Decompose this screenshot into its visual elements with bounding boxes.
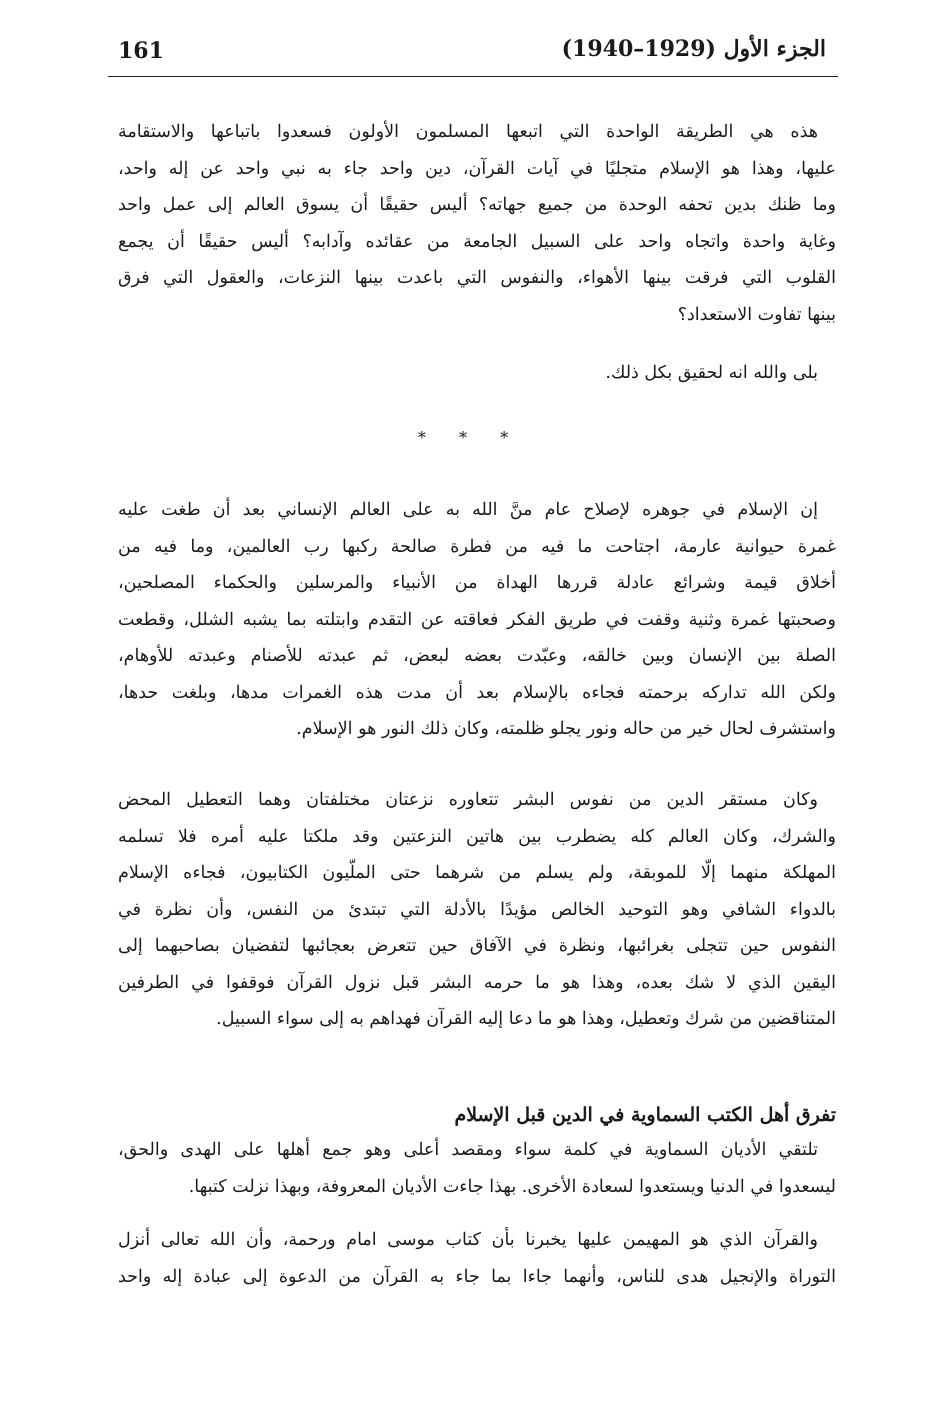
paragraph-4-line: اليقين الذي لا شك بعده، وهذا هو ما حرمه البشر قبل نزول القرآن فوقفوا في الطرفين	[118, 972, 836, 993]
running-head: الجزء الأول (1929–1940)	[561, 36, 826, 62]
paragraph-3-line: وصحبتها غمرة وثنية وقفت في طريق الفكر فعاقته عن التقدم وابتلته بما يشبه الشلل، وقطعت	[118, 609, 836, 630]
paragraph-2-line: بلى والله انه لحقيق بكل ذلك.	[605, 363, 818, 383]
paragraph-1-line: القلوب التي فرقت بينها الأهواء، والنفوس التي باعدت بينها النزعات، والعقول التي فرق	[118, 268, 836, 288]
paragraph-3-line: واستشرف لحال خير من حاله ونور يجلو ظلمته، وكان ذلك النور هو الإسلام.	[296, 719, 836, 739]
paragraph-1-line: بينها تفاوت الاستعداد؟	[677, 304, 836, 325]
paragraph-4-line: بالدواء الشافي وهو التوحيد الخالص مؤيدًا بالأدلة التي تبتدئ من النفس، وأن نظرة في	[118, 899, 836, 920]
paragraph-1-line: وما ظنك بدين تحفه الوحدة من جميع جهاته؟ أليس حقيقًا أن يسوق العالم إلى عمل واحد	[118, 195, 836, 215]
paragraph-6-line: والقرآن الذي هو المهيمن عليها يخبرنا بأن كتاب موسى امام ورحمة، وأن الله تعالى أنزل	[118, 1230, 818, 1250]
paragraph-4-line: والشرك، وكان العالم كله يضطرب بين هاتين النزعتين وقد ملكتا عليه أمره فلا تسلمه	[118, 826, 836, 847]
paragraph-4-line: المتناقضين من شرك وتعطيل، وهذا هو ما دعا إليه القرآن فهداهم به إلى سواء السبيل.	[216, 1009, 836, 1029]
paragraph-3-line: غمرة حيوانية عارمة، اجتاحت ما فيه من فطرة صالحة ركبها رب العالمين، وما فيه من	[118, 536, 836, 557]
section-heading: تفرق أهل الكتب السماوية في الدين قبل الإسلام	[454, 1104, 836, 1126]
paragraph-3-line: أخلاق قيمة وشرائع عادلة قررها الهداة من الأنبياء والمرسلين والحكماء المصلحين،	[118, 573, 836, 593]
paragraph-3	[118, 492, 836, 748]
paragraph-4-line: المهلكة منهما إلّا للموبقة، ولم يسلم من شرهما حتى الملّيون الكتابيون، فجاءه الإسلام	[118, 863, 836, 883]
paragraph-1-line: هذه هي الطريقة الواحدة التي اتبعها المسلمون الأولون فسعدوا باتباعها والاستقامة	[118, 122, 818, 142]
paragraph-1-line: وغاية واحدة واتجاه واحد على السبيل الجامعة من عقائده وآدابه؟ أليس حقيقًا أن يجمع	[118, 231, 836, 252]
paragraph-3-line: الصلة بين الإنسان وبين خالقه، وعبّدت بعضه لبعض، ثم عبدته للأصنام وعبدته للأوهام،	[118, 646, 836, 666]
section-separator: * * *	[417, 428, 523, 447]
page-header	[108, 32, 838, 77]
paragraph-5-line: تلتقي الأديان السماوية في كلمة سواء ومقصد أعلى وهو جمع أهلها على الهدى والحق،	[118, 1140, 818, 1160]
paragraph-6-line: التوراة والإنجيل هدى للناس، وأنهما جاءا بما جاء به القرآن من الدعوة إلى عبادة إله واحد	[118, 1266, 836, 1287]
page-number: 161	[118, 38, 164, 64]
paragraph-2	[118, 355, 836, 392]
paragraph-1	[118, 114, 836, 333]
paragraph-4-line: النفوس حين تتجلى بغرائبها، ونظرة في الآفاق حين تتعرض بعجائبها لتفضيان بصاحبهما إلى	[118, 936, 836, 956]
paragraph-4-line: وكان مستقر الدين من نفوس البشر تتعاوره نزعتان مختلفتان وهما التعطيل المحض	[118, 790, 818, 810]
paragraph-3-line: ولكن الله تداركه برحمته فجاءه بالإسلام بعد أن مدت هذه الغمرات مدها، وبلغت حدها،	[118, 682, 836, 703]
paragraph-1-line: عليها، وهذا هو الإسلام متجليًا في آيات القرآن، دين واحد جاء به نبي واحد عن إله واحد،	[118, 158, 836, 179]
paragraph-4	[118, 782, 836, 1038]
paragraph-6	[118, 1222, 836, 1295]
paragraph-5-line: ليسعدوا في الدنيا ويستعدوا لسعادة الأخرى. بهذا جاءت الأديان المعروفة، وبهذا نزلت كتبها.	[188, 1176, 836, 1197]
paragraph-5	[118, 1132, 836, 1205]
paragraph-3-line: إن الإسلام في جوهره لإصلاح عام منَّ الله به على العالم الإنساني بعد أن طغت عليه	[118, 500, 818, 520]
